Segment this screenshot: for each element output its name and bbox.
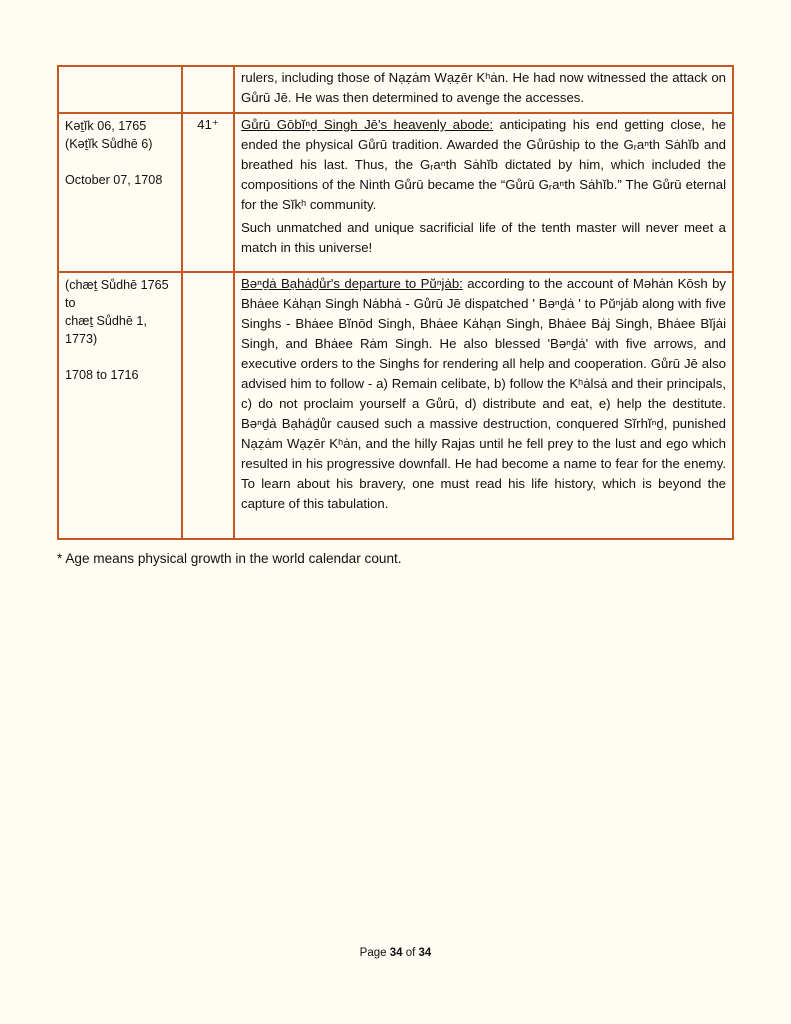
event-paragraph: rulers, including those of Nạẓȧm Wạẓēr Kʰȧn. He had now witnessed the attack on Gůrū Jē. He was then determined to avenge the accesses.	[241, 70, 726, 105]
event-text: according to the account of Məhȧn Kōsh by Bhȧee Kȧhạn Singh Nȧbhȧ - Gůrū Jē dispatched ' Bəⁿḏȧ ' to Pŭⁿjȧb along with five Singhs - Bhȧee Bĭnōd Singh, Bhȧee Kȧhạn Singh, Bhȧee Bȧj Singh, Bhȧee Bĭjȧi Singh, and Bhȧee Rȧm Singh. He also blessed 'Bəⁿḏȧ' with five arrows, and executive orders to the Singhs for rendering all help and cooperation. Gůrū Jē also advised him to follow - a) Remain celibate, b) follow the Kʰȧlsȧ and their principals, c) do not proclaim yourself a Gůrū, d) distribute and eat, e) help the destitute. Bəⁿḏȧ Bạhȧḏůr caused such a massive destruction, conquered Sĭrhĭⁿḏ, punished Nạẓȧm Wạẓēr Kʰȧn, and the hilly Rajas until he fell prey to the lust and ego which resulted in his progressive downfall. He had become a name to fear for the enemy. To learn about his bravery, one must read his life history, which is beyond the capture of this tabulation.	[241, 276, 726, 511]
event-cell	[234, 272, 733, 539]
date-line: to	[65, 296, 76, 310]
event-paragraph: Such unmatched and unique sacrificial life of the tenth master will never meet a match in this universe!	[241, 220, 726, 255]
table-row	[58, 113, 733, 272]
age-cell	[182, 272, 234, 539]
age-cell	[182, 113, 234, 272]
event-cell	[234, 66, 733, 113]
page-total: 34	[418, 947, 432, 959]
date-line: 1773)	[65, 332, 98, 346]
table-row	[58, 66, 733, 113]
date-cell	[58, 272, 182, 539]
event-cell	[234, 113, 733, 272]
event-paragraph	[241, 274, 726, 514]
event-text: anticipating his end getting close, he ended the physical Gůrū tradition. Awarded the Gůrūship to the Gᵣaⁿth Sȧhĭb and breathed his last. Thus, the Gᵣaⁿth Sȧhĭb dictated by him, which included the compositions of the Ninth Gůrū became the “Gůrū Gᵣaⁿth Sȧhĭb.” The Gůrū eternal for the Sĭkʰ community.	[241, 117, 726, 212]
date-line: 1708 to 1716	[65, 368, 139, 382]
date-spacer	[65, 348, 175, 366]
date-line: chæṯ Sůdhē 1,	[65, 314, 147, 328]
event-heading: Gůrū Gōbĭⁿḏ Singh Jē's heavenly abode:	[241, 117, 494, 132]
event-heading: Bəⁿḏȧ Bạhȧḏůr's departure to Pŭⁿjȧb:	[241, 276, 463, 291]
footnote: * Age means physical growth in the world calendar count.	[57, 551, 402, 566]
page-prefix: Page	[359, 947, 390, 959]
date-line: October 07, 1708	[65, 173, 163, 187]
table-row	[58, 272, 733, 539]
timeline-table	[57, 65, 734, 540]
page-separator: of	[402, 947, 419, 959]
date-spacer	[65, 153, 175, 171]
date-cell	[58, 113, 182, 272]
date-line: (chæṯ Sůdhē 1765	[65, 278, 169, 292]
page-current: 34	[389, 947, 403, 959]
date-line: Kəṯĭk 06, 1765	[65, 119, 147, 133]
page-number	[0, 947, 791, 959]
date-cell	[58, 66, 182, 113]
date-line: (Kəṯĭk Sůdhē 6)	[65, 137, 153, 151]
age-cell	[182, 66, 234, 113]
age-value: 41⁺	[197, 117, 219, 132]
event-paragraph	[241, 115, 726, 215]
